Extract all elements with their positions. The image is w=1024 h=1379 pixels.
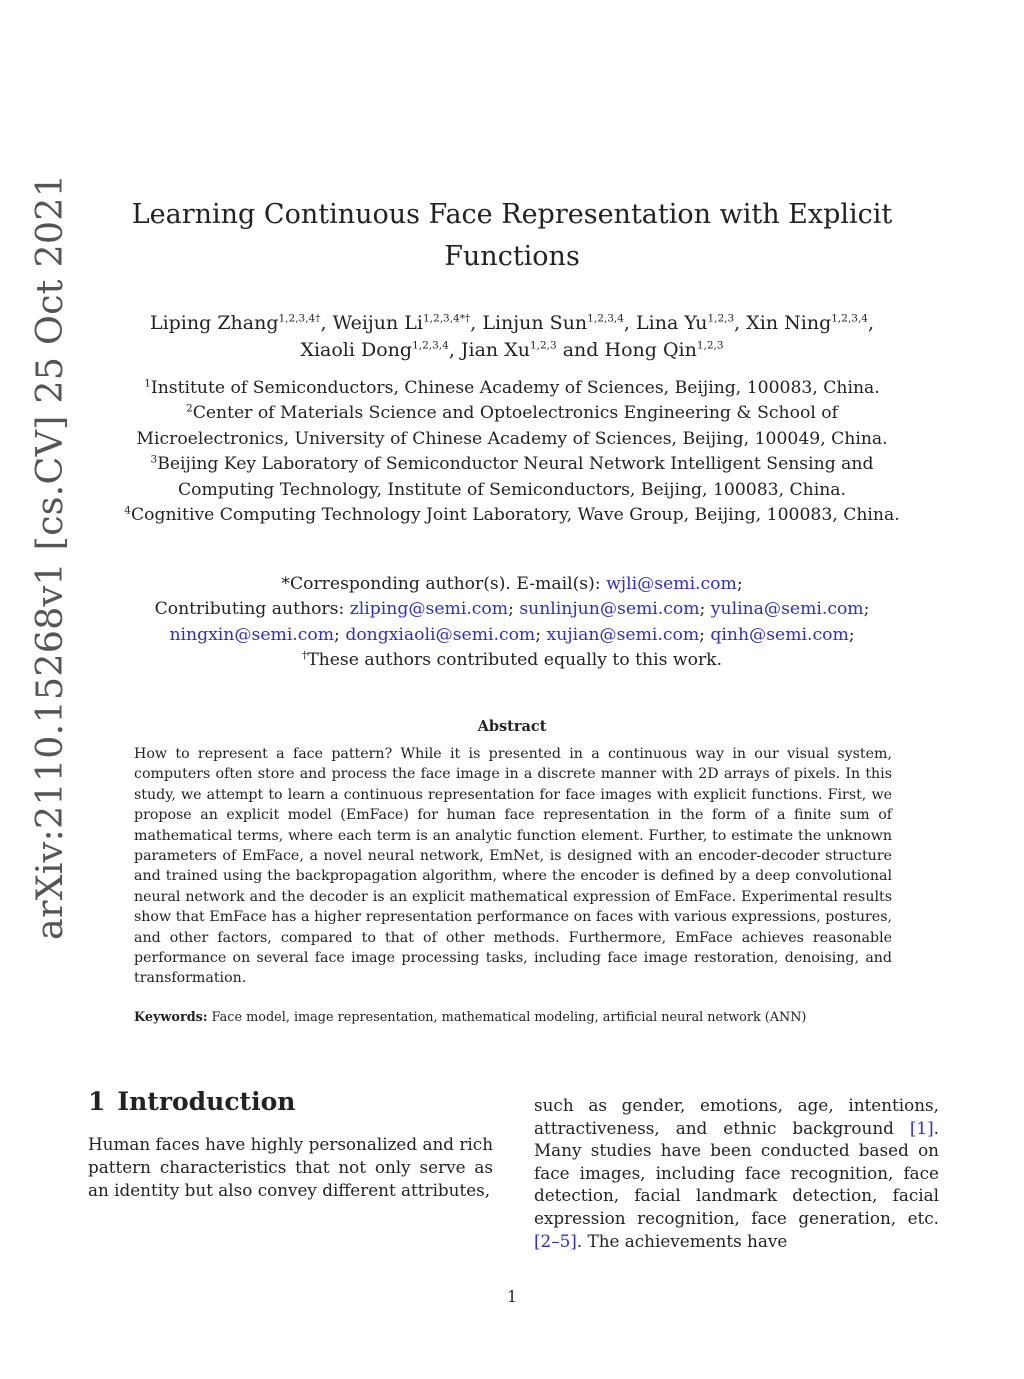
email-link[interactable]: yulina@semi.com (710, 599, 864, 620)
corresponding-author: *Corresponding author(s). E-mail(s): wjli@semi.com; (281, 574, 743, 594)
section-title: Introduction (117, 1087, 296, 1116)
arxiv-identifier[interactable]: arXiv:2110.15268v1 [cs.CV] 25 Oct 2021 (28, 173, 71, 940)
email-link[interactable]: dongxiaoli@semi.com (345, 624, 536, 645)
email-link[interactable]: wjli@semi.com (606, 574, 737, 594)
affiliation-4: $^4$Cognitive Computing Technology Joint Laboratory, Wave Group, Beijing, 100083, China. (124, 504, 900, 526)
intro-right-column: such as gender, emotions, age, intentions, attractiveness, and ethnic background [1]. Many studies have been conducted based on face images, including face recognition, face detection, facial landmark detection, facial expression recognition, face generation, etc. [2–5]. The achievements have (534, 1095, 939, 1251)
contributing-authors: Contributing authors: zliping@semi.com; sunlinjun@semi.com; yulina@semi.com; (154, 599, 870, 620)
abstract-text: How to represent a face pattern? While it is presented in a continuous way in our visual system, computers often store and process the face image in a discrete manner with 2D arrays of pixels. In this study, we attempt to learn a continuous representation for face images with explicit functions. First, we propose an explicit model (EmFace) for human face representation in the form of a finite sum of mathematical terms, where each term is an analytic function element. Further, to estimate the unknown parameters of EmFace, a novel neural network, EmNet, is designed with an encoder-decoder structure and trained using the backpropagation algorithm, where the encoder is defined by a deep convolutional neural network and the decoder is an explicit mathematical expression of EmFace. Experimental results show that EmFace has a higher representation performance on faces with various expressions, postures, and other factors, compared to that of other methods. Furthermore, EmFace achieves reasonable performance on several face image processing tasks, including face image restoration, denoising, and transformation. (134, 746, 892, 987)
keywords-label: Keywords: (134, 1010, 208, 1025)
author: Xiaoli Dong$^{1,2,3,4}$ (300, 339, 449, 361)
keywords-text: Face model, image representation, mathematical modeling, artificial neural network (ANN) (211, 1010, 807, 1025)
affiliation-list (80, 376, 944, 528)
equal-contribution-note: †These authors contributed equally to this work. (301, 649, 723, 671)
email-link[interactable]: sunlinjun@semi.com (519, 599, 700, 620)
contributing-authors-cont: ningxin@semi.com; dongxiaoli@semi.com; xujian@semi.com; qinh@semi.com; (169, 624, 855, 645)
abstract-heading: Abstract (477, 718, 547, 735)
author: Weijun $Li^{1,2,3,4*\dagger}$ (332, 312, 471, 334)
email-link[interactable]: ningxin@semi.com (169, 624, 335, 645)
affiliation-2: $^2$Center of Materials Science and Optoelectronics Engineering & School of (186, 402, 838, 424)
citation-link[interactable]: [1] (909, 1117, 934, 1138)
keywords (134, 1009, 892, 1027)
affiliation-2-cont: Microelectronics, University of Chinese Academy of Sciences, Beijing, 100049, China. (136, 428, 888, 449)
intro-left-column: Human faces have highly personalized and rich pattern characteristics that not only serve as an identity but also convey different attributes, (88, 1134, 493, 1200)
email-link[interactable]: xujian@semi.com (546, 624, 700, 645)
author: Liping Zhang$^{1,2,3,4\dagger}$ (149, 312, 321, 334)
citation-link[interactable]: [2–5] (534, 1230, 577, 1251)
affiliation-1: $^1$Institute of Semiconductors, Chinese Academy of Sciences, Beijing, 100083, China. (144, 377, 880, 398)
author-list: Liping Zhang$^{1,2,3,4\dagger}$, Weijun $Li^{1,2,3,4*\dagger}$, Linjun Sun$^{1,2,3,4}$, Lina Yu$^{1,2,3}$, Xin Ning$^{1,2,3,4}$, Xiaoli Dong$^{1,2,3,4}$, Jian Xu$^{1,2,3}$ and Hong Qin$^{1,2,3}$ (149, 312, 875, 361)
author: Lina Yu$^{1,2,3}$ (636, 312, 735, 334)
affiliation-3-cont: Computing Technology, Institute of Semiconductors, Beijing, 100083, China. (177, 479, 847, 500)
section-number: 1 (88, 1087, 106, 1116)
contact-info (80, 572, 944, 674)
paper-title (120, 194, 904, 278)
email-link[interactable]: zliping@semi.com (349, 599, 509, 620)
page-number: 1 (507, 1288, 517, 1306)
title-line-2: Functions (444, 241, 580, 272)
affiliation-3: $^3$Beijing Key Laboratory of Semiconductor Neural Network Intelligent Sensing and (150, 453, 874, 475)
section-heading-introduction (88, 1087, 295, 1116)
email-link[interactable]: qinh@semi.com (710, 624, 849, 645)
author: Jian Xu$^{1,2,3}$ (460, 339, 557, 361)
author: Xin Ning$^{1,2,3,4}$ (746, 312, 868, 334)
author: Hong Qin$^{1,2,3}$ (604, 339, 724, 361)
title-line-1: Learning Continuous Face Representation with Explicit (131, 199, 893, 230)
author: Linjun Sun$^{1,2,3,4}$ (482, 312, 624, 334)
